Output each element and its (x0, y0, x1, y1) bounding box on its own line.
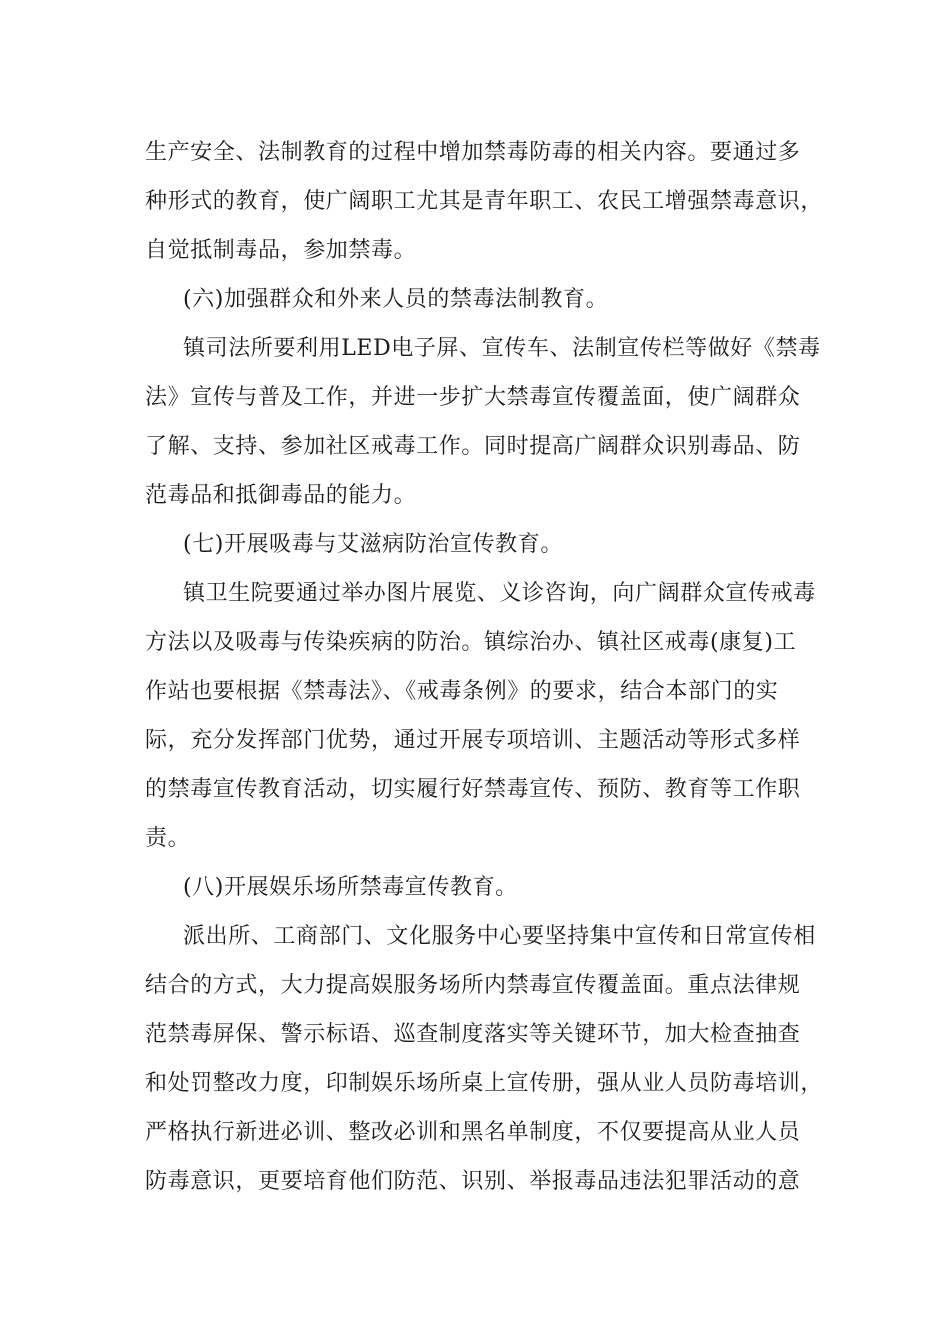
text-line: 方法以及吸毒与传染疾病的防治。镇综治办、镇社区戒毒(康复)工 (145, 630, 797, 655)
text-line: 和处罚整改力度，印制娱乐场所桌上宣传册，强从业人员防毒培训， (145, 1071, 824, 1096)
text-line: 际，充分发挥部门优势，通过开展专项培训、主题活动等形式多样 (145, 728, 801, 753)
text-line: (七)开展吸毒与艾滋病防治宣传教育。 (183, 532, 563, 557)
text-line: 派出所、工商部门、文化服务中心要坚持集中宣传和日常宣传相 (183, 924, 816, 949)
text-line: 自觉抵制毒品，参加禁毒。 (145, 238, 417, 263)
text-line: 镇卫生院要通过举办图片展览、义诊咨询，向广阔群众宣传戒毒 (183, 581, 816, 606)
text-line: 责。 (145, 826, 191, 851)
document-body (145, 128, 835, 1206)
text-line: 作站也要根据《禁毒法》、《戒毒条例》的要求，结合本部门的实 (145, 679, 779, 704)
text-line: 了解、支持、参加社区戒毒工作。同时提高广阔群众识别毒品、防 (145, 434, 801, 459)
text-line: 防毒意识，更要培育他们防范、识别、举报毒品违法犯罪活动的意 (145, 1169, 801, 1194)
text-line: 法》宣传与普及工作，并进一步扩大禁毒宣传覆盖面，使广阔群众 (145, 385, 801, 410)
text-line: (八)开展娱乐场所禁毒宣传教育。 (183, 875, 518, 900)
text-line: 的禁毒宣传教育活动，切实履行好禁毒宣传、预防、教育等工作职 (145, 777, 801, 802)
text-line: 种形式的教育，使广阔职工尤其是青年职工、农民工增强禁毒意识， (145, 189, 824, 214)
text-line: (六)加强群众和外来人员的禁毒法制教育。 (183, 287, 609, 312)
text-line: 结合的方式，大力提高娱服务场所内禁毒宣传覆盖面。重点法律规 (145, 973, 801, 998)
text-line: 严格执行新进必训、整改必训和黑名单制度，不仅要提高从业人员 (145, 1120, 801, 1145)
text-line: 范毒品和抵御毒品的能力。 (145, 483, 417, 508)
text-line: 镇司法所要利用LED电子屏、宣传车、法制宣传栏等做好《禁毒 (183, 336, 821, 361)
text-line: 范禁毒屏保、警示标语、巡查制度落实等关键环节，加大检查抽查 (145, 1022, 801, 1047)
text-line: 生产安全、法制教育的过程中增加禁毒防毒的相关内容。要通过多 (145, 140, 801, 165)
